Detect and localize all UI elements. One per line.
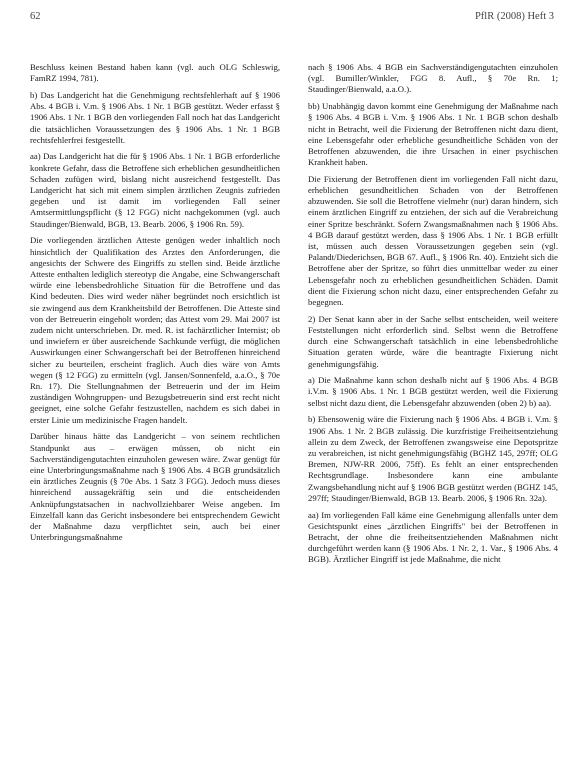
paragraph: nach § 1906 Abs. 4 BGB ein Sachverständigengutachten einzuholen (vgl. Bumiller/Winkler, FGG 8. Aufl., § 70e Rn. 1; Staudinger/Bienwald, a.a.O.). bbox=[308, 62, 558, 95]
paragraph: b) Das Landgericht hat die Genehmigung rechtsfehlerhaft auf § 1906 Abs. 4 BGB i. V.m. § 1906 Abs. 1 Nr. 1 BGB gestützt. Weder erfasst § 1906 Abs. 1 Nr. 1 BGB den vorliegenden Fall noch hat das Landgericht die tatsächlichen Voraussetzungen des § 1906 Abs. 1 Nr. 1 BGB rechtsfehlerfrei festgestellt. bbox=[30, 89, 280, 145]
page-header bbox=[30, 11, 554, 27]
paragraph: aa) Das Landgericht hat die für § 1906 Abs. 1 Nr. 1 BGB erforderliche konkrete Gefahr, dass die Betroffene sich erheblichen gesundheitlichen Schaden zufügen wird, bislang nicht ausreichend festgestellt. Das Landgericht hat sich mit einem simplen ärztlichen Zeugnis zufrieden gegeben und ist damit im vorliegenden Fall seiner Amtsermittlungspflicht (§ 12 FGG) nicht nachgekommen (vgl. auch Staudinger/Bienwald, BGB, 13. Bearb. 2006, § 1906 Rn. 59). bbox=[30, 151, 280, 229]
right-column bbox=[308, 62, 558, 571]
paragraph: Die Fixierung der Betroffenen dient im vorliegenden Fall nicht dazu, erheblichen gesundheitlichen Schaden von der Betroffenen abzuwenden. Sie soll die Betroffene vielmehr (nur) daran hindern, sich einem ärztlichen Eingriff zu entziehen, der sich auf die Verabreichung einer Spritze beschränkt. Sofern Zwangsmaßnahmen nach § 1906 Abs. 4 BGB darauf gestützt werden, dass § 1906 Abs. 1 Nr. 1 BGB erfüllt ist, müssen auch dessen Voraussetzungen gegeben sein (vgl. Palandt/Diederichsen, BGB 67. Aufl., § 1906 Rn. 40). Entzieht sich die Betroffene aber der Spritze, so führt dies unmittelbar weder zu einer Lebensgefahr noch zu erheblichen gesundheitlichen Schäden. Damit dient die Fixierung schon nicht dazu, einer entsprechenden Gefahr zu begegnen. bbox=[308, 173, 558, 308]
paragraph: 2) Der Senat kann aber in der Sache selbst entscheiden, weil weitere Feststellungen nicht erforderlich sind. Selbst wenn die Betroffene durch eine Schwangerschaft tatsächlich in eine lebensbedrohliche Situation geraten würde, wäre die beantragte Fixierung nicht genehmigungsfähig. bbox=[308, 313, 558, 369]
journal-title: PflR (2008) Heft 3 bbox=[474, 11, 554, 22]
paragraph: Die vorliegenden ärztlichen Atteste genügen weder inhaltlich noch hinsichtlich der Qualifikation des Arztes den Anforderungen, die angesichts der Schwere des Eingriffs zu stellen sind. Beide ärztliche Atteste enthalten lediglich stereotyp die Angabe, eine Schwangerschaft würde eine lebensbedrohliche Situation für die Betroffene und das Kind bedeuten. Dies wird weder näher begründet noch ersichtlich ist sie zwingend aus dem Krankheitsbild der Betroffenen. Die Atteste sind von der Betreuerin eingeholt worden; das Attest vom 29. Mai 2007 ist zudem nicht unterschrieben. Dr. med. R. ist fachärztlicher Internist; ob und inwiefern er über ausreichende Sachkunde verfügt, die möglichen Auswirkungen einer Schwangerschaft bei der Betroffenen hinreichend sicher zu beurteilen, erscheint fraglich. Auch dies wäre von Amts wegen (§ 12 FGG) zu ermitteln (vgl. Jansen/Sonnenfeld, a.a.O., § 70e Rn. 17). Die Stellungnahmen der Betreuerin und der im Heim zuständigen Wohngruppen- und Bezugsbetreuerin sind erst recht nicht geeignet, eine solche Gefahr festzustellen, nachdem es sich dabei in erster Linie um medizinische Fragen handelt. bbox=[30, 235, 280, 425]
paragraph: bb) Unabhängig davon kommt eine Genehmigung der Maßnahme nach § 1906 Abs. 4 BGB i. V.m. § 1906 Abs. 1 Nr. 1 BGB schon deshalb nicht in Betracht, weil die Fixierung der Betroffenen nicht dazu dient, eine Lebensgefahr oder erhebliche gesundheitliche Schäden von der Betroffenen abzuwenden, die ihre Ursachen in einer psychischen Krankheit haben. bbox=[308, 101, 558, 168]
page-number: 62 bbox=[30, 11, 41, 22]
paragraph: Darüber hinaus hätte das Landgericht – von seinem rechtlichen Standpunkt aus – erwägen müssen, ob nicht ein Sachverständigengutachten einzuholen gewesen wäre. Zwar genügt für eine Unterbringungsmaßnahme nach § 1906 Abs. 4 BGB grundsätzlich ein ärztliches Zeugnis (§ 70e Abs. 1 Satz 3 FGG). Jedoch muss dieses hinreichend aussagekräftig sein und die entscheidenden Anknüpfungstatsachen in nachvollziehbarer Weise angeben. Im Einzelfall kann das Gericht insbesondere bei entsprechendem Gewicht der Maßnahme dazu verpflichtet sein, auch bei einer Unterbringungsmaßnahme bbox=[30, 431, 280, 543]
paragraph: aa) Im vorliegenden Fall käme eine Genehmigung allenfalls unter dem Gesichtspunkt eines „ärztlichen Eingriffs" bei der Betroffenen in Betracht, der ohne die freiheitsentziehenden Maßnahmen nicht durchgeführt werden kann (§ 1906 Abs. 1 Nr. 2, 1. Var., § 1906 Abs. 4 BGB). Ärztlicher Eingriff ist jede Maßnahme, die nicht bbox=[308, 509, 558, 565]
left-column bbox=[30, 62, 280, 549]
paragraph: a) Die Maßnahme kann schon deshalb nicht auf § 1906 Abs. 4 BGB i.V.m. § 1906 Abs. 1 Nr. 1 BGB gestützt werden, weil die Fixierung selbst nicht dazu dient, die Lebensgefahr abzuwenden (oben 2) b) aa). bbox=[308, 375, 558, 408]
paragraph: b) Ebensowenig wäre die Fixierung nach § 1906 Abs. 4 BGB i. V.m. § 1906 Abs. 1 Nr. 2 BGB zulässig. Die kurzfristige Freiheitsentziehung allein zu dem Zweck, der Betroffenen zwangsweise eine Depotspritze zu verabreichen, ist nicht genehmigungsfähig (BGHZ 145, 297ff; OLG Bremen, NJW-RR 2006, 75ff). Es fehlt an einer entsprechenden Rechtsgrundlage. Insbesondere kann eine ambulante Zwangsbehandlung nicht auf § 1906 BGB gestützt werden (BGHZ 145, 297ff; Staudinger/Bienwald, BGB 13. Bearb. 2006, § 1906 Rn. 32a). bbox=[308, 414, 558, 503]
paragraph: Beschluss keinen Bestand haben kann (vgl. auch OLG Schleswig, FamRZ 1994, 781). bbox=[30, 62, 280, 84]
